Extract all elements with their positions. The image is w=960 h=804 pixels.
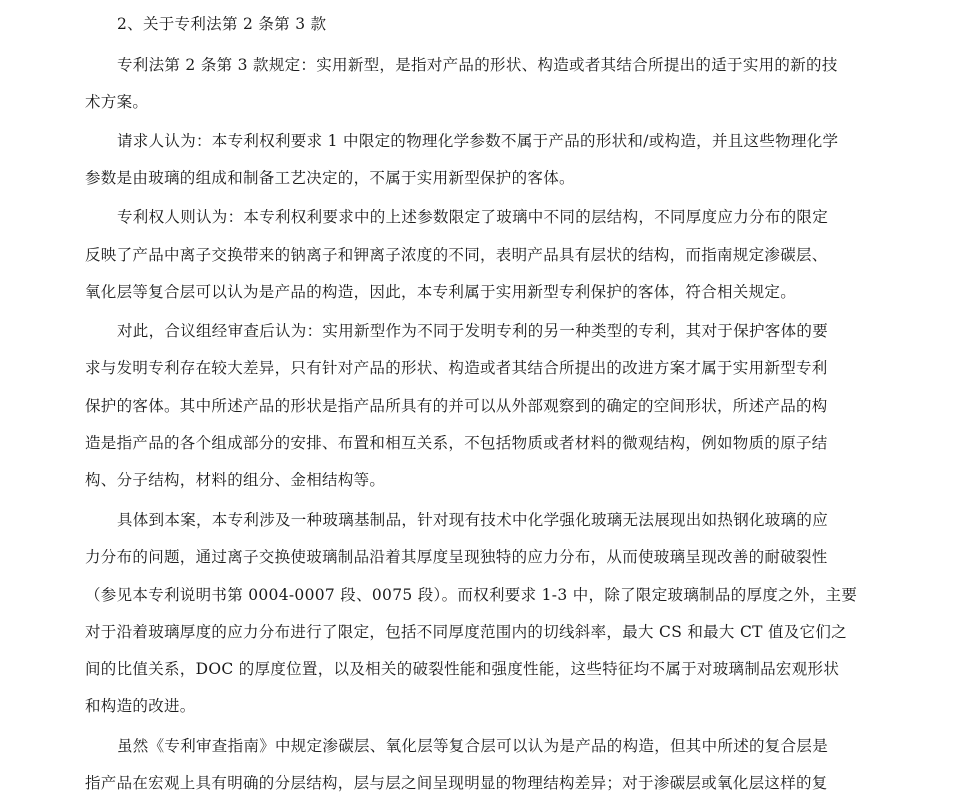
paragraph-line: 具体到本案，本专利涉及一种玻璃基制品，针对现有技术中化学强化玻璃无法展现出如热钢化玻璃的应 (117, 511, 829, 529)
paragraph-line: 求与发明专利存在较大差异，只有针对产品的形状、构造或者其结合所提出的改进方案才属于实用新型专利 (85, 359, 828, 377)
paragraph-line: （参见本专利说明书第 0004-0007 段、0075 段）。而权利要求 1-3 中，除了限定玻璃制品的厚度之外，主要 (85, 586, 858, 604)
paragraph-line: 反映了产品中离子交换带来的钠离子和钾离子浓度的不同，表明产品具有层状的结构，而指南规定渗碳层、 (85, 246, 828, 264)
paragraph-line: 构、分子结构，材料的组分、金相结构等。 (85, 471, 386, 489)
paragraph-line: 请求人认为：本专利权利要求 1 中限定的物理化学参数不属于产品的形状和/或构造，并且这些物理化学 (117, 132, 839, 150)
paragraph-line: 氧化层等复合层可以认为是产品的构造，因此，本专利属于实用新型专利保护的客体，符合相关规定。 (85, 283, 797, 301)
paragraph-line: 专利权人则认为：本专利权利要求中的上述参数限定了玻璃中不同的层结构，不同厚度应力分布的限定 (117, 208, 829, 226)
paragraph-line: 对此，合议组经审查后认为：实用新型作为不同于发明专利的另一种类型的专利，其对于保护客体的要 (117, 322, 829, 340)
paragraph-line: 指产品在宏观上具有明确的分层结构，层与层之间呈现明显的物理结构差异；对于渗碳层或氧化层这样的复 (85, 774, 828, 792)
paragraph-line: 间的比值关系，DOC 的厚度位置，以及相关的破裂性能和强度性能，这些特征均不属于对玻璃制品宏观形状 (85, 660, 840, 678)
paragraph-line: 和构造的改进。 (85, 697, 196, 715)
section-heading: 2、关于专利法第 2 条第 3 款 (117, 15, 327, 33)
paragraph-line: 术方案。 (85, 93, 149, 111)
paragraph-line: 力分布的问题，通过离子交换使玻璃制品沿着其厚度呈现独特的应力分布，从而使玻璃呈现改善的耐破裂性 (85, 548, 828, 566)
paragraph-line: 专利法第 2 条第 3 款规定：实用新型，是指对产品的形状、构造或者其结合所提出的适于实用的新的技 (117, 56, 838, 74)
paragraph-line: 参数是由玻璃的组成和制备工艺决定的，不属于实用新型保护的客体。 (85, 169, 575, 187)
paragraph-line: 造是指产品的各个组成部分的安排、布置和相互关系，不包括物质或者材料的微观结构，例如物质的原子结 (85, 434, 828, 452)
paragraph-line: 保护的客体。其中所述产品的形状是指产品所具有的并可以从外部观察到的确定的空间形状，所述产品的构 (85, 397, 828, 415)
paragraph-line: 虽然《专利审查指南》中规定渗碳层、氧化层等复合层可以认为是产品的构造，但其中所述的复合层是 (117, 737, 829, 755)
paragraph-line: 对于沿着玻璃厚度的应力分布进行了限定，包括不同厚度范围内的切线斜率，最大 CS 和最大 CT 值及它们之 (85, 623, 847, 641)
